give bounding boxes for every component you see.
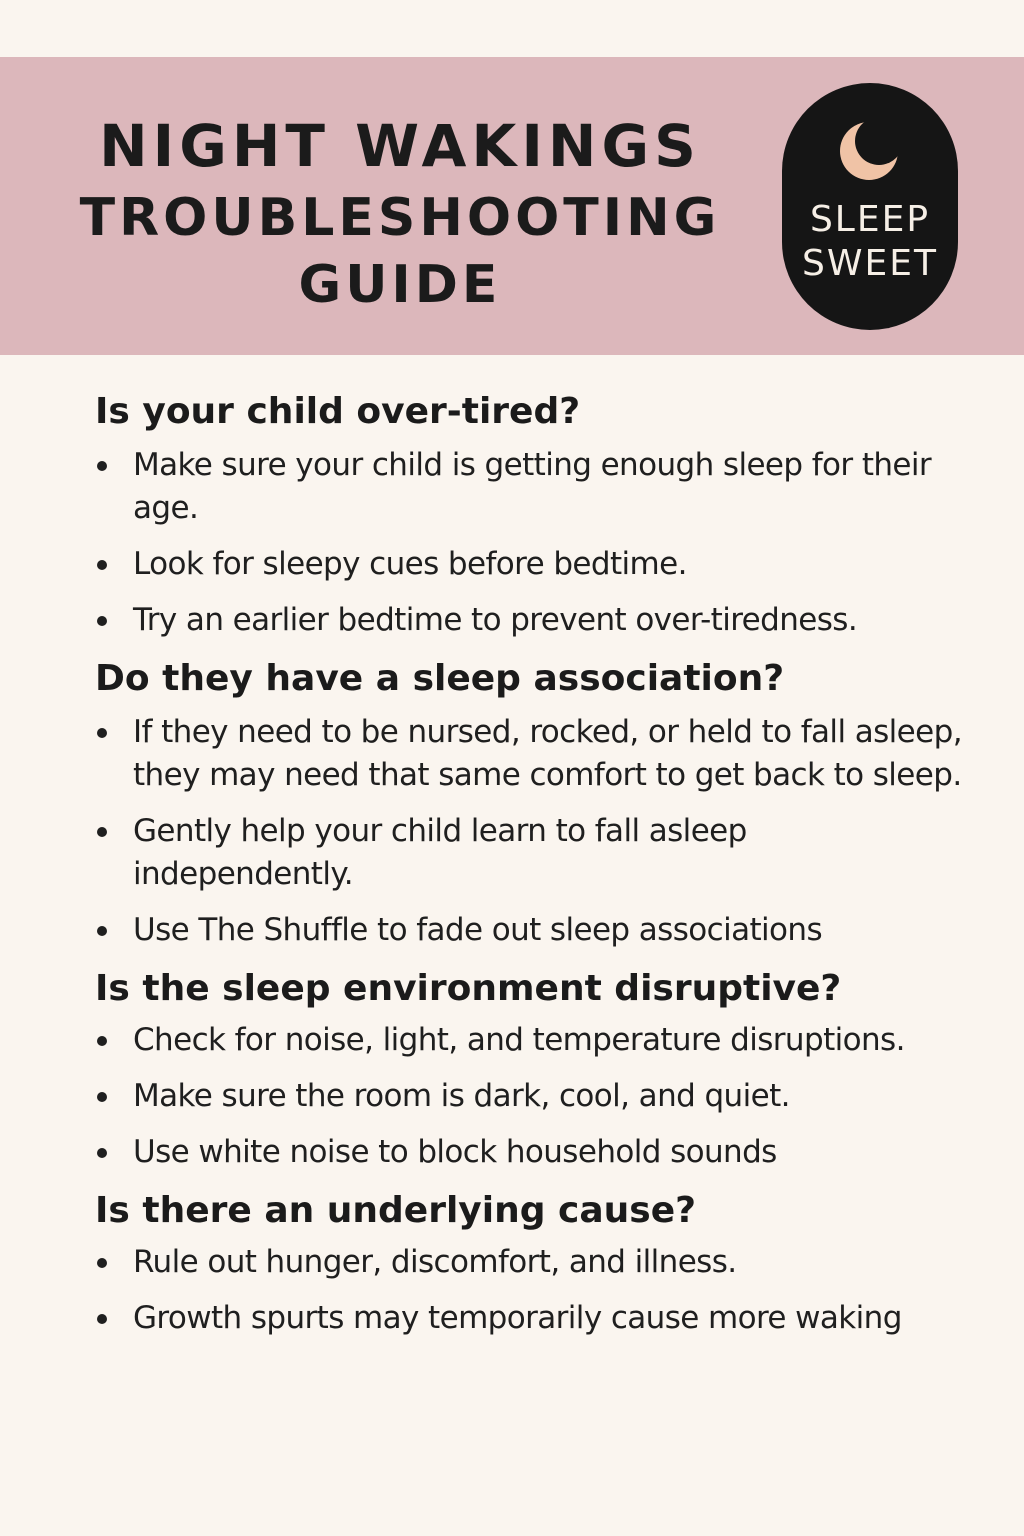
bullet-text: Look for sleepy cues before bedtime.: [133, 546, 687, 582]
bullet-text: Try an earlier bedtime to prevent over-tiredness.: [133, 602, 858, 638]
bullet-text: Growth spurts may temporarily cause more waking: [133, 1300, 902, 1336]
section-heading: Do they have a sleep association?: [95, 658, 785, 699]
bullet-icon: [97, 1148, 107, 1158]
bullet-icon: [97, 827, 107, 837]
section-underlying-cause: [95, 1187, 975, 1340]
bullet-icon: [97, 926, 107, 936]
title-line-2: TROUBLESHOOTING: [79, 188, 721, 248]
page-title: [60, 110, 740, 316]
bullet-list: [95, 1019, 975, 1174]
title-line-1: NIGHT WAKINGS: [99, 112, 701, 180]
sleep-sweet-logo: [782, 83, 958, 330]
bullet-text: Use white noise to block household sounds: [133, 1134, 777, 1170]
bullet-icon: [97, 616, 107, 626]
section-heading: Is there an underlying cause?: [95, 1190, 697, 1231]
bullet-text: Make sure your child is getting enough sleep for their age.: [133, 447, 932, 526]
crescent-moon-icon: [839, 117, 901, 183]
bullet-text: Use The Shuffle to fade out sleep associations: [133, 912, 823, 948]
bullet-icon: [97, 1314, 107, 1324]
list-item: [95, 543, 975, 586]
bullet-icon: [97, 728, 107, 738]
list-item: [95, 1019, 975, 1062]
logo-text-sweet: SWEET: [802, 243, 938, 284]
bullet-list: [95, 711, 975, 952]
bullet-text: Make sure the room is dark, cool, and quiet.: [133, 1078, 790, 1114]
bullet-icon: [97, 461, 107, 471]
section-heading: Is your child over-tired?: [95, 391, 581, 432]
section-heading: Is the sleep environment disruptive?: [95, 968, 842, 1009]
bullet-list: [95, 1241, 975, 1340]
bullet-text: Check for noise, light, and temperature disruptions.: [133, 1022, 905, 1058]
list-item: [95, 1297, 975, 1340]
section-sleep-environment: [95, 965, 975, 1174]
list-item: [95, 711, 975, 797]
list-item: [95, 444, 975, 530]
title-line-3: GUIDE: [298, 255, 502, 315]
list-item: [95, 1131, 975, 1174]
section-over-tired: [95, 388, 975, 642]
bullet-icon: [97, 1036, 107, 1046]
bullet-text: Gently help your child learn to fall asleep independently.: [133, 813, 747, 892]
bullet-icon: [97, 1258, 107, 1268]
list-item: [95, 810, 975, 896]
bullet-text: Rule out hunger, discomfort, and illness.: [133, 1244, 737, 1280]
bullet-icon: [97, 560, 107, 570]
bullet-icon: [97, 1092, 107, 1102]
logo-text-sleep: SLEEP: [809, 199, 931, 240]
bullet-list: [95, 444, 975, 642]
list-item: [95, 1241, 975, 1284]
bullet-text: If they need to be nursed, rocked, or held to fall asleep, they may need that same comfort to get back to sleep.: [133, 714, 962, 793]
list-item: [95, 599, 975, 642]
list-item: [95, 909, 975, 952]
section-sleep-association: [95, 655, 975, 952]
guide-content: [95, 388, 975, 1353]
list-item: [95, 1075, 975, 1118]
